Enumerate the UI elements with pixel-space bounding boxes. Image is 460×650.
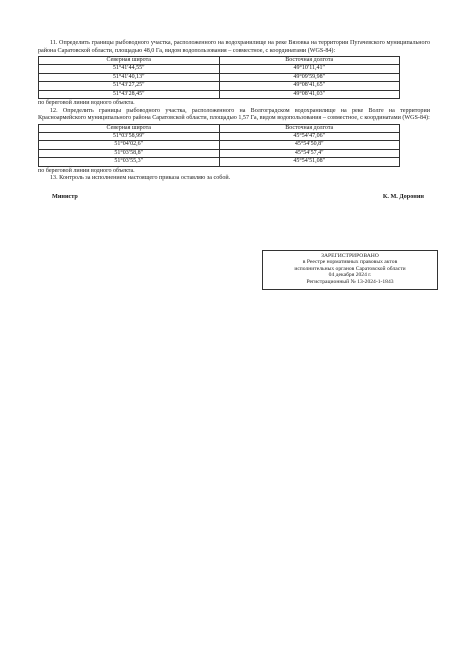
table-row [39, 158, 400, 166]
longitude-cell: 45°54′51,08″ [219, 158, 400, 166]
longitude-cell: 49°09′59,98″ [219, 73, 400, 81]
latitude-cell: 51°43′28,45″ [39, 90, 220, 98]
longitude-cell: 45°54′50,8″ [219, 141, 400, 149]
latitude-cell: 51°03′58,8″ [39, 149, 220, 157]
table-header-row [39, 57, 400, 65]
item-12-after: по береговой линии водного объекта. [38, 167, 135, 174]
stamp-line-date: 04 декабря 2024 г. [328, 272, 372, 279]
table-row [39, 82, 400, 90]
coordinates-table-12 [38, 124, 400, 167]
column-header-longitude: Восточная долгота [219, 57, 400, 65]
column-header-latitude: Северная широта [39, 57, 220, 65]
longitude-cell: 45°54′57,4″ [219, 149, 400, 157]
stamp-line-registry: в Реестре нормативных правовых актов [302, 259, 398, 266]
longitude-cell: 49°08′41,03″ [219, 90, 400, 98]
latitude-cell: 51°04′02,6″ [39, 141, 220, 149]
coordinates-table-11 [38, 56, 400, 99]
stamp-line-number: Регистрационный № 13-2024-1-1843 [306, 278, 394, 285]
signature-block [38, 193, 430, 205]
item-12-text: 12. Определить границы рыбоводного участка, расположенного на Волгоградском водохранилище на реке Волге на территории Красноармейского муниципального района Саратовской области, площадью 1,57 Га, видом водопользования – совместное, с координатами (WGS-84): [38, 107, 430, 122]
document-page [38, 40, 430, 205]
latitude-cell: 51°43′27,25″ [39, 82, 220, 90]
longitude-cell: 49°10′11,41″ [219, 65, 400, 73]
item-11-after: по береговой линии водного объекта. [38, 100, 135, 107]
signature-position: Министр [52, 192, 78, 200]
table-row [39, 132, 400, 140]
item-11-text: 11. Определить границы рыбоводного участка, расположенного на водохранилище на реке Вязовка на территории Пугачевского муниципального района Саратовской области, площадью 48,0 Га, видом водопользования – совместное, с координатами (WGS-84): [38, 40, 430, 54]
column-header-longitude: Восточная долгота [219, 124, 400, 132]
table-row [39, 65, 400, 73]
longitude-cell: 49°08′41,65″ [219, 82, 400, 90]
table-header-row [39, 124, 400, 132]
table-row [39, 90, 400, 98]
stamp-line-registered: ЗАРЕГИСТРИРОВАНО [321, 253, 379, 259]
latitude-cell: 51°03′58,99″ [39, 132, 220, 140]
stamp-line-authorities: исполнительных органов Саратовской области [294, 265, 406, 272]
table-row [39, 73, 400, 81]
signature-name: К. М. Доронин [382, 192, 424, 200]
table-row [39, 149, 400, 157]
latitude-cell: 51°41′44,55″ [39, 65, 220, 73]
table-row [39, 141, 400, 149]
registration-stamp [262, 250, 438, 290]
item-13-text: 13. Контроль за исполнением настоящего приказа оставляю за собой. [50, 175, 231, 182]
longitude-cell: 45°54′47,06″ [219, 132, 400, 140]
latitude-cell: 51°41′40,13″ [39, 73, 220, 81]
column-header-latitude: Северная широта [39, 124, 220, 132]
latitude-cell: 51°03′55,3″ [39, 158, 220, 166]
